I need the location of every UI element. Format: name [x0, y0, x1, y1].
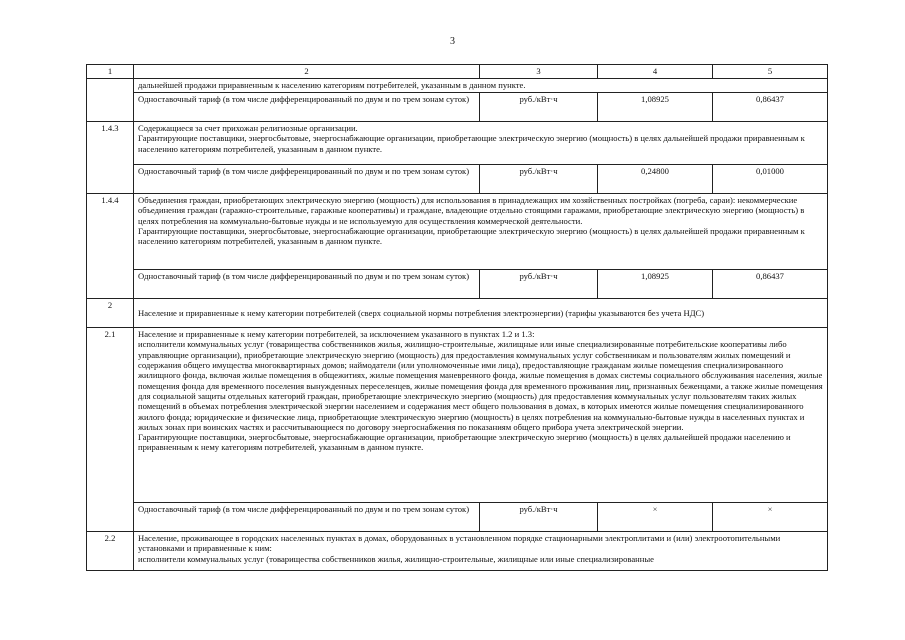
column-header: 4	[598, 65, 713, 79]
tariff-value-2: ×	[713, 503, 828, 532]
tariff-label: Одноставочный тариф (в том числе дифференцированный по двум и по трем зонам суток)	[134, 503, 480, 532]
row-number: 2	[87, 299, 134, 328]
row-description: дальнейшей продажи приравненным к населению категориям потребителей, указанным в данном пункте.	[134, 79, 828, 93]
column-header: 5	[713, 65, 828, 79]
row-description	[134, 532, 828, 571]
table-row	[87, 194, 828, 270]
page-number: 3	[450, 36, 455, 47]
column-header: 3	[480, 65, 598, 79]
row-number: 1.4.4	[87, 194, 134, 299]
tariff-value-1: 1,08925	[598, 270, 713, 299]
description-line: Гарантирующие поставщики, энергосбытовые, энергоснабжающие организации, приобретающие электрическую энергию (мощность) в целях дальнейшей продажи населению и приравненным к нему категориям потребителей, указанным в данном пункте.	[138, 432, 791, 453]
tariff-unit: руб./кВт·ч	[480, 93, 598, 122]
description-line: Содержащиеся за счет прихожан религиозные организации.	[138, 123, 358, 133]
table-row	[87, 328, 828, 503]
tariff-value-1: 0,24800	[598, 165, 713, 194]
table-row	[87, 122, 828, 165]
tariff-unit: руб./кВт·ч	[480, 503, 598, 532]
column-header: 2	[134, 65, 480, 79]
table-row	[87, 270, 828, 299]
tariff-value-2: 0,86437	[713, 270, 828, 299]
table-row	[87, 299, 828, 328]
tariff-value-2: 0,01000	[713, 165, 828, 194]
row-description	[134, 194, 828, 270]
description-line: Объединения граждан, приобретающих электрическую энергию (мощность) для использования в принадлежащих им хозяйственных постройках (погреба, сараи): некоммерческие объединения граждан (гаражно-строительные, гаражные кооперативы) и граждане, владеющие отдельно стоящими гаражами, приобретающие электрическую энергию (мощность) в целях потребления на коммунально-бытовые нужды и не используемую для осуществления коммерческой деятельности.	[138, 195, 805, 226]
tariff-value-1: 1,08925	[598, 93, 713, 122]
tariff-unit: руб./кВт·ч	[480, 270, 598, 299]
description-line: исполнители коммунальных услуг (товарищества собственников жилья, жилищно-строительные, жилищные или иные специализированные	[138, 553, 654, 564]
tariff-label: Одноставочный тариф (в том числе дифференцированный по двум и по трем зонам суток)	[134, 165, 480, 194]
tariff-label: Одноставочный тариф (в том числе дифференцированный по двум и по трем зонам суток)	[134, 270, 480, 299]
description-line: Гарантирующие поставщики, энергосбытовые, энергоснабжающие организации, приобретающие электрическую энергию (мощность) в целях дальнейшей продажи приравненным к населению категориям потребителей, указанным в данном пункте.	[138, 225, 805, 247]
tariff-unit: руб./кВт·ч	[480, 165, 598, 194]
table-row	[87, 93, 828, 122]
row-number: 2.1	[87, 328, 134, 532]
row-description	[134, 328, 828, 503]
tariff-table	[86, 64, 828, 571]
column-header: 1	[87, 65, 134, 79]
row-description: Население и приравненные к нему категории потребителей (сверх социальной нормы потребления электроэнергии) (тарифы указываются без учета НДС)	[134, 299, 828, 328]
description-line: Гарантирующие поставщики, энергосбытовые, энергоснабжающие организации, приобретающие электрическую энергию (мощность) в целях дальнейшей продажи приравненным к населению категориям потребителей, указанным в данном пункте.	[138, 133, 805, 154]
table-row	[87, 165, 828, 194]
row-number-empty	[87, 79, 134, 122]
tariff-label: Одноставочный тариф (в том числе дифференцированный по двум и по трем зонам суток)	[134, 93, 480, 122]
description-line: Население, проживающее в городских населенных пунктах в домах, оборудованных в установленном порядке стационарными электроплитами и (или) электроотопительными установками и приравненные к ним:	[138, 533, 781, 554]
row-description	[134, 122, 828, 165]
tariff-value-1: ×	[598, 503, 713, 532]
description-line: исполнители коммунальных услуг (товарищества собственников жилья, жилищно-строительные, жилищные или иные специализированные потребительские кооперативы либо управляющие организации), приобретающие электрическую энергию (мощность) для предоставления коммунальных услуг собственникам и пользователям жилых помещений и содержания общего имущества многоквартирных домов; наймодатели (или уполномоченные ими лица), предоставляющие гражданам жилые помещения специализированного жилищного фонда, включая жилые помещения в общежитиях, жилые помещения маневренного фонда, жилые помещения в домах системы социального обслуживания населения, жилые помещения фонда для временного поселения вынужденных переселенцев, жилые помещения фонда для временного проживания лиц, признанных беженцами, а также жилые помещения для социальной защиты отдельных категорий граждан, приобретающие электрическую энергию (мощность) для предоставления коммунальных услуг пользователям таких жилых помещений в объемах потребления электрической энергии населением и содержания мест общего пользования в домах, в которых имеются жилые помещения специализированного жилого фонда; юридические и физические лица, приобретающие электрическую энергию (мощность) в целях потребления на коммунально-бытовые нужды в населенных пунктах и жилых зонах при воинских частях и рассчитывающиеся по договору энергоснабжения по показаниям общего прибора учета электрической энергии.	[138, 339, 823, 432]
row-number: 1.4.3	[87, 122, 134, 194]
table-header-row	[87, 65, 828, 79]
tariff-value-2: 0,86437	[713, 93, 828, 122]
row-number: 2.2	[87, 532, 134, 571]
table-row	[87, 503, 828, 532]
table-row	[87, 79, 828, 93]
table-row	[87, 532, 828, 571]
description-line: Население и приравненные к нему категории потребителей, за исключением указанного в пунктах 1.2 и 1.3:	[138, 329, 535, 339]
